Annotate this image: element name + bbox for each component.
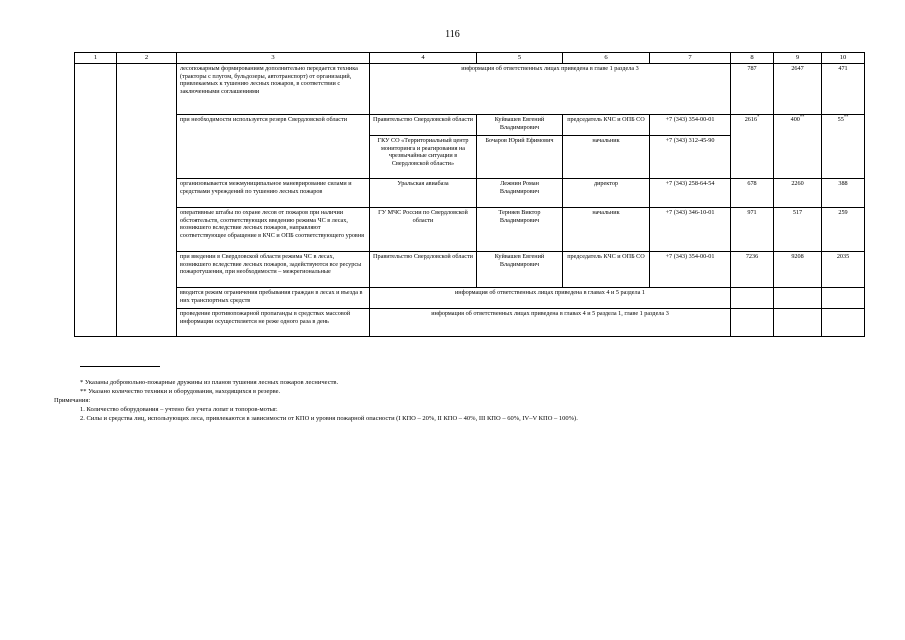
phone-cell: +7 (343) 258-64-54 bbox=[650, 179, 731, 208]
position-cell: директор bbox=[563, 179, 650, 208]
value-col8: 787 bbox=[731, 64, 774, 115]
value-col9: 9208 bbox=[774, 252, 822, 288]
value-col8: 678 bbox=[731, 179, 774, 208]
footnote-mark: ** bbox=[843, 113, 849, 119]
value-col9: 2647 bbox=[774, 64, 822, 115]
column-header: 8 bbox=[731, 53, 774, 64]
value-col9: 2260 bbox=[774, 179, 822, 208]
person-cell: Куйвашев Евгений Владимирович bbox=[477, 115, 563, 136]
value-col8 bbox=[731, 288, 774, 309]
column-header: 6 bbox=[563, 53, 650, 64]
measure-cell: лесопожарным формированиям дополнительно передается техника (тракторы с плугом, бульдозеры, автотранспорт) от организаций, привлекаемых к тушению лесных пожаров, в соответствии с заключенными соглашениями bbox=[177, 64, 370, 115]
measure-cell: при введении в Свердловской области режима ЧС в лесах, возникшего вследствие лесных пожаров, задействуются все ресурсы пожаротушения, при необходимости – межрегиональные bbox=[177, 252, 370, 288]
position-cell: начальник bbox=[563, 208, 650, 252]
table-row bbox=[75, 309, 865, 337]
position-cell: начальник bbox=[563, 136, 650, 179]
person-cell: Терняев Виктор Владимирович bbox=[477, 208, 563, 252]
footnote-mark: * bbox=[757, 113, 760, 119]
value-col9: 517 bbox=[774, 208, 822, 252]
organization-cell: Правительство Свердловской области bbox=[370, 115, 477, 136]
column-header: 10 bbox=[822, 53, 865, 64]
footnote-separator bbox=[80, 366, 160, 367]
phone-cell: +7 (343) 346-10-01 bbox=[650, 208, 731, 252]
resources-table bbox=[74, 52, 865, 337]
person-cell: Лежнин Роман Владимирович bbox=[477, 179, 563, 208]
footnote-star: * Указаны добровольно-пожарные дружины из планов тушения лесных пожаров лесничеств. bbox=[80, 379, 339, 386]
table-row bbox=[75, 115, 865, 136]
phone-cell: +7 (343) 354-00-01 bbox=[650, 252, 731, 288]
footnote-mark: ** bbox=[799, 113, 805, 119]
position-cell: председатель КЧС и ОПБ СО bbox=[563, 115, 650, 136]
column-header: 7 bbox=[650, 53, 731, 64]
value-col9 bbox=[774, 309, 822, 337]
person-cell: Бочаров Юрий Ефимович bbox=[477, 136, 563, 179]
table-row bbox=[75, 208, 865, 252]
phone-cell: +7 (343) 312-45-90 bbox=[650, 136, 731, 179]
value-col10 bbox=[822, 288, 865, 309]
notes-title: Примечания: bbox=[54, 397, 91, 404]
value-col10: 2035 bbox=[822, 252, 865, 288]
column-header: 1 bbox=[75, 53, 117, 64]
footnote-double-star: ** Указано количество техники и оборудования, находящихся в резерве. bbox=[80, 388, 281, 395]
value-col10: 388 bbox=[822, 179, 865, 208]
value-col8: 7236 bbox=[731, 252, 774, 288]
page-number: 116 bbox=[445, 29, 460, 40]
value-col9: 400** bbox=[774, 115, 822, 179]
value-col10: 471 bbox=[822, 64, 865, 115]
column-header: 4 bbox=[370, 53, 477, 64]
note-1: 1. Количество оборудования – учтено без учета лопат и топоров-мотыг. bbox=[80, 406, 278, 413]
column-1-cell bbox=[75, 64, 117, 337]
measure-cell: при необходимости используется резерв Свердловской области bbox=[177, 115, 370, 179]
note-2: 2. Силы и средства лиц, использующих леса, привлекаются в зависимости от КПО и уровня пожарной опасности (I КПО – 20%, II КПО – 40%, III КПО – 60%, IV–V КПО – 100%). bbox=[80, 415, 578, 422]
responsible-info-cell: информация об ответственных лицах приведена в главах 4 и 5 раздела 1 bbox=[370, 288, 731, 309]
person-cell: Куйвашев Евгений Владимирович bbox=[477, 252, 563, 288]
column-header: 5 bbox=[477, 53, 563, 64]
column-2-cell bbox=[117, 64, 177, 337]
value-col8 bbox=[731, 309, 774, 337]
organization-cell: ГУ МЧС России по Свердловской области bbox=[370, 208, 477, 252]
value-col9 bbox=[774, 288, 822, 309]
column-header: 3 bbox=[177, 53, 370, 64]
measure-cell: вводится режим ограничения пребывания граждан в лесах и въезда в них транспортных средств bbox=[177, 288, 370, 309]
responsible-info-cell: информация об ответственных лицах приведена в главах 4 и 5 раздела 1, главе 1 раздела 3 bbox=[370, 309, 731, 337]
phone-cell: +7 (343) 354-00-01 bbox=[650, 115, 731, 136]
organization-cell: ГКУ СО «Территориальный центр мониторинга и реагирования на чрезвычайные ситуации в Свердловской области» bbox=[370, 136, 477, 179]
table-row bbox=[75, 288, 865, 309]
organization-cell: Уральская авиабаза bbox=[370, 179, 477, 208]
value-col10: 55** bbox=[822, 115, 865, 179]
responsible-info-cell: информация об ответственных лицах приведена в главе 1 раздела 3 bbox=[370, 64, 731, 115]
table-row bbox=[75, 64, 865, 115]
column-header: 2 bbox=[117, 53, 177, 64]
value-col10 bbox=[822, 309, 865, 337]
organization-cell: Правительство Свердловской области bbox=[370, 252, 477, 288]
measure-cell: оперативные штабы по охране лесов от пожаров при наличии обстоятельств, соответствующих введению режима ЧС в лесах, возникшего вследствие лесных пожаров, направляют соответствующее обращение в КЧС и ОПБ соответствующего уровня bbox=[177, 208, 370, 252]
position-cell: председатель КЧС и ОПБ СО bbox=[563, 252, 650, 288]
value-col8: 2616* bbox=[731, 115, 774, 179]
column-header: 9 bbox=[774, 53, 822, 64]
measure-cell: проведение противопожарной пропаганды в средствах массовой информации осуществляется не реже одного раза в день bbox=[177, 309, 370, 337]
table-row bbox=[75, 252, 865, 288]
measure-cell: организовывается межмуниципальное маневрирование силами и средствами учреждений по тушению лесных пожаров bbox=[177, 179, 370, 208]
column-number-row bbox=[75, 53, 865, 64]
value-col8: 971 bbox=[731, 208, 774, 252]
value-col10: 259 bbox=[822, 208, 865, 252]
table-row bbox=[75, 179, 865, 208]
